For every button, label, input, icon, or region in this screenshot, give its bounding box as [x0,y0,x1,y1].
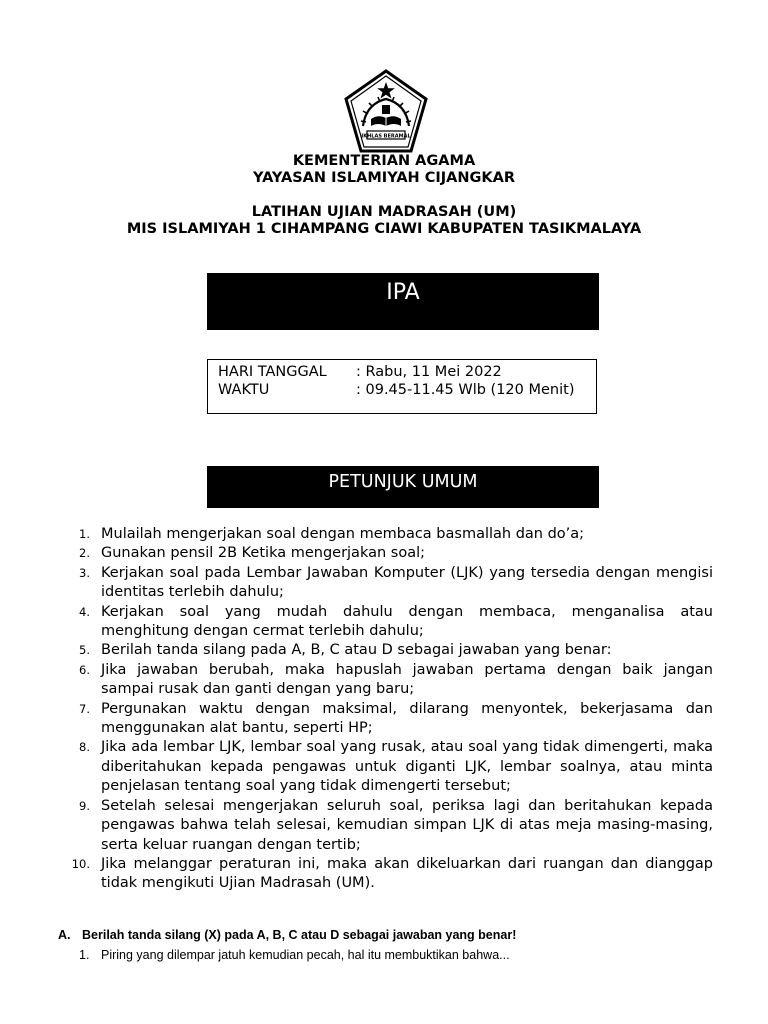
item-text: Jika melanggar peraturan ini, maka akan dikeluarkan dari ruangan dan dianggap tidak mengikuti Ujian Madrasah (UM). [101,855,713,892]
question-number: 1. [79,948,90,962]
item-text: Jika ada lembar LJK, lembar soal yang rusak, atau soal yang tidak dimengerti, maka diberitahukan kepada pengawas untuk diganti LJK, lembar soalnya, atau minta penjelasan tentang soal yang tidak dimengerti tersebut; [101,739,713,795]
day-label: HARI TANGGAL [218,364,327,380]
item-number: 1. [79,527,90,541]
instructions-list [62,525,713,894]
item-number: 8. [79,740,90,755]
instructions-banner: PETUNJUK UMUM [207,466,599,508]
item-number: 9. [79,798,90,813]
header-foundation: YAYASAN ISLAMIYAH CIJANGKAR [252,170,516,186]
exam-info-box [207,359,597,414]
list-item [62,855,713,894]
item-number: 3. [79,565,90,580]
list-item [62,641,713,660]
list-item [62,661,713,700]
list-item [62,603,713,642]
item-number: 7. [79,701,90,716]
item-text: Pergunakan waktu dengan maksimal, dilarang menyontek, bekerjasama dan menggunakan alat bantu, seperti HP; [101,700,713,737]
item-number: 6. [79,662,90,677]
list-item [62,525,713,544]
time-value: : 09.45-11.45 Wlb (120 Menit) [356,382,575,398]
section-a-text: Berilah tanda silang (X) pada A, B, C atau D sebagai jawaban yang benar! [82,928,517,942]
logo-banner-text: IKHLAS BERAMAL [361,133,411,140]
item-text: Setelah selesai mengerjakan seluruh soal, periksa lagi dan beritahukan kepada pengawas bahwa telah selesai, kemudian simpan LJK di atas meja masing-masing, serta keluar ruangan dengan tertib; [101,797,713,853]
item-number: 10. [71,856,90,871]
list-item [62,564,713,603]
subject-banner: IPA [207,273,599,330]
header-school: MIS ISLAMIYAH 1 CIHAMPANG CIAWI KABUPATEN TASIKMALAYA [126,221,642,237]
list-item [62,544,713,563]
kementerian-agama-logo [340,68,432,156]
day-value: : Rabu, 11 Mei 2022 [356,364,502,380]
item-number: 5. [79,643,90,658]
item-text: Mulailah mengerjakan soal dengan membaca basmallah dan do’a; [101,526,585,542]
header-exam-title: LATIHAN UJIAN MADRASAH (UM) [251,204,517,220]
time-label: WAKTU [218,382,270,398]
item-text: Kerjakan soal yang mudah dahulu dengan membaca, menganalisa atau menghitung dengan cermat terlebih dahulu; [101,603,713,640]
header-ministry: KEMENTERIAN AGAMA [292,153,476,169]
item-text: Gunakan pensil 2B Ketika mengerjakan soal; [101,545,425,562]
item-text: Berilah tanda silang pada A, B, C atau D sebagai jawaban yang benar: [101,642,612,659]
item-number: 2. [79,546,90,561]
question-text: Piring yang dilempar jatuh kemudian pecah, hal itu membuktikan bahwa... [101,948,510,962]
item-text: Kerjakan soal pada Lembar Jawaban Komputer (LJK) yang tersedia dengan mengisi identitas terlebih dahulu; [101,564,713,601]
list-item [62,700,713,739]
item-number: 4. [79,604,90,619]
item-text: Jika jawaban berubah, maka hapuslah jawaban pertama dengan baik jangan sampai rusak dan ganti dengan yang baru; [101,661,713,698]
list-item [62,797,713,855]
list-item [62,738,713,796]
section-a-label: A. [58,928,71,942]
